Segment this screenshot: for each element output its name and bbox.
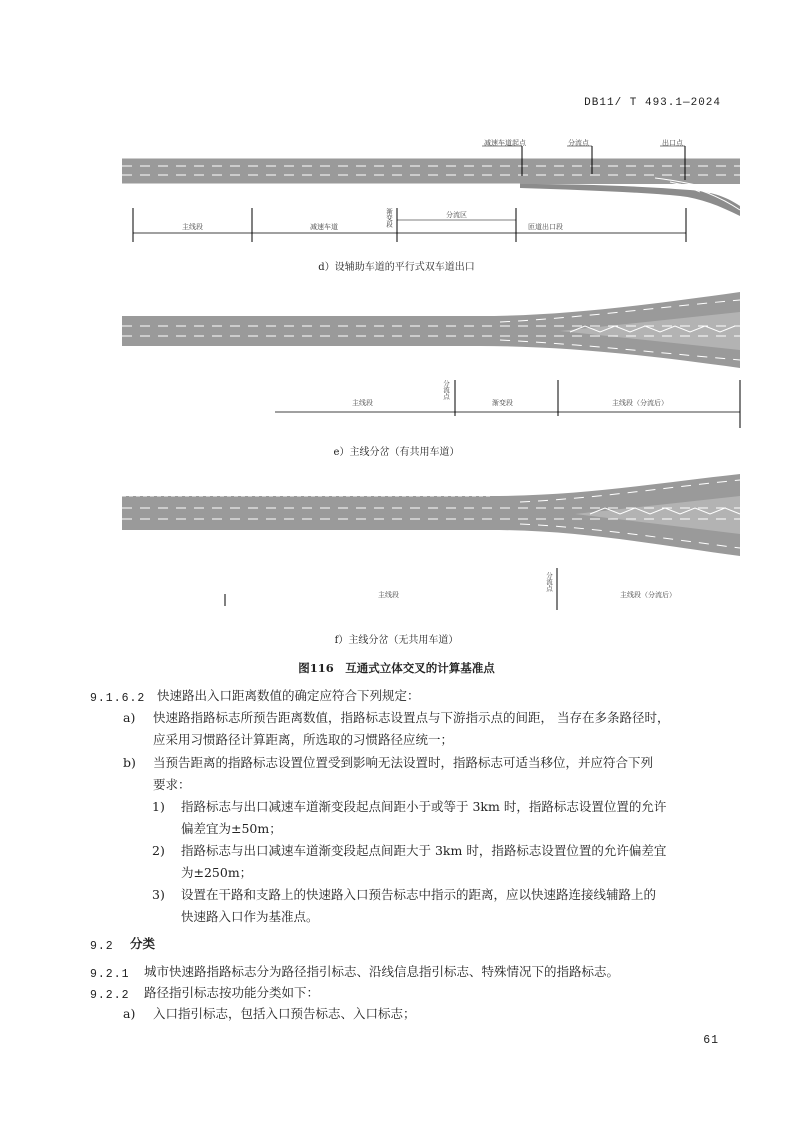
- figure-d-section-decel: 减速车道: [310, 223, 338, 231]
- figure-f-caption: f）主线分岔（无共用车道）: [334, 635, 459, 646]
- figure-d-section-taper: 渐变段: [385, 208, 393, 228]
- figure-d-section-ramp: 匝道出口段: [528, 223, 563, 231]
- figure-title: 图116 互通式立体交叉的计算基准点: [298, 661, 495, 675]
- clause-9162-b-line1: 当预告距离的指路标志设置位置受到影响无法设置时，指路标志可适当移位，并应符合下列: [153, 755, 654, 770]
- clause-9162-text: 快速路出入口距离数值的确定应符合下列规定：: [157, 688, 420, 703]
- clause-9162-item1-label: 1): [152, 799, 165, 814]
- figure-e-caption: e）主线分岔（有共用车道）: [333, 447, 460, 458]
- figure-e-section-after-diverge: 主线段（分流后）: [612, 399, 668, 407]
- figure-f-section-mainline: 主线段: [378, 591, 399, 599]
- clause-921-number: 9.2.1: [90, 968, 130, 981]
- section-92-number: 9.2: [90, 940, 114, 953]
- clause-9162-item3-label: 3): [152, 887, 165, 902]
- figure-e-section-taper: 渐变段: [492, 399, 513, 407]
- figure-d-section-mainline: 主线段: [182, 223, 203, 231]
- figure-e-section-mainline: 主线段: [352, 399, 373, 407]
- clause-9162-item2-line2: 为±250m；: [181, 865, 253, 880]
- clause-9162-item2-line1: 指路标志与出口减速车道渐变段起点间距大于 3km 时，指路标志设置位置的允许偏差宜: [181, 843, 667, 858]
- clause-9162-b-line2: 要求：: [153, 777, 191, 792]
- clause-9162-b-label: b): [123, 755, 136, 770]
- figure-d-caption: d）设辅助车道的平行式双车道出口: [318, 262, 475, 273]
- figure-d-section-diverge: 分流区: [446, 211, 467, 219]
- clause-922-a-label: a): [123, 1006, 136, 1021]
- clause-9162-number: 9.1.6.2: [90, 692, 146, 705]
- figure-d-label-exit-point: 出口点: [662, 139, 683, 147]
- section-92-title: 分类: [130, 936, 156, 951]
- figure-d-label-diverge-point: 分流点: [568, 139, 589, 147]
- clause-9162-item3-line2: 快速路入口作为基准点。: [181, 909, 319, 924]
- figure-d-mainline: [122, 158, 740, 184]
- clause-9162-a-line2: 应采用习惯路径计算距离，所选取的习惯路径应统一；: [153, 732, 454, 747]
- clause-9162-item1-line2: 偏差宜为±50m；: [181, 821, 282, 836]
- clause-9162-a-line1: 快速路指路标志所预告距离数值，指路标志设置点与下游指示点的间距， 当存在多条路径时，: [153, 710, 670, 725]
- figure-f-diagram: [0, 470, 793, 610]
- clause-9162-item3-line1: 设置在干路和支路上的快速路入口预告标志中指示的距离，应以快速路连接线辅路上的: [181, 887, 657, 902]
- figure-e-diverge-point-label: 分流点: [442, 380, 450, 400]
- figure-d-label-decel-start: 减速车道起点: [484, 139, 526, 147]
- clause-9162-item2-label: 2): [152, 843, 165, 858]
- doc-code: DB11/ T 493.1—2024: [584, 97, 721, 109]
- clause-9162-a-label: a): [123, 710, 136, 725]
- clause-921-text: 城市快速路指路标志分为路径指引标志、沿线信息指引标志、特殊情况下的指路标志。: [144, 964, 620, 979]
- figure-f-diverge-point-label: 分流点: [545, 572, 553, 592]
- page-number: 61: [703, 1034, 719, 1047]
- clause-922-number: 9.2.2: [90, 989, 130, 1002]
- figure-f-section-after-diverge: 主线段（分流后）: [620, 591, 676, 599]
- clause-9162-item1-line1: 指路标志与出口减速车道渐变段起点间距小于或等于 3km 时，指路标志设置位置的允许: [181, 799, 667, 814]
- clause-922-a-text: 入口指引标志，包括入口预告标志、入口标志；: [153, 1006, 416, 1021]
- clause-922-text: 路径指引标志按功能分类如下：: [144, 985, 320, 1000]
- figure-e-diagram: [0, 288, 793, 428]
